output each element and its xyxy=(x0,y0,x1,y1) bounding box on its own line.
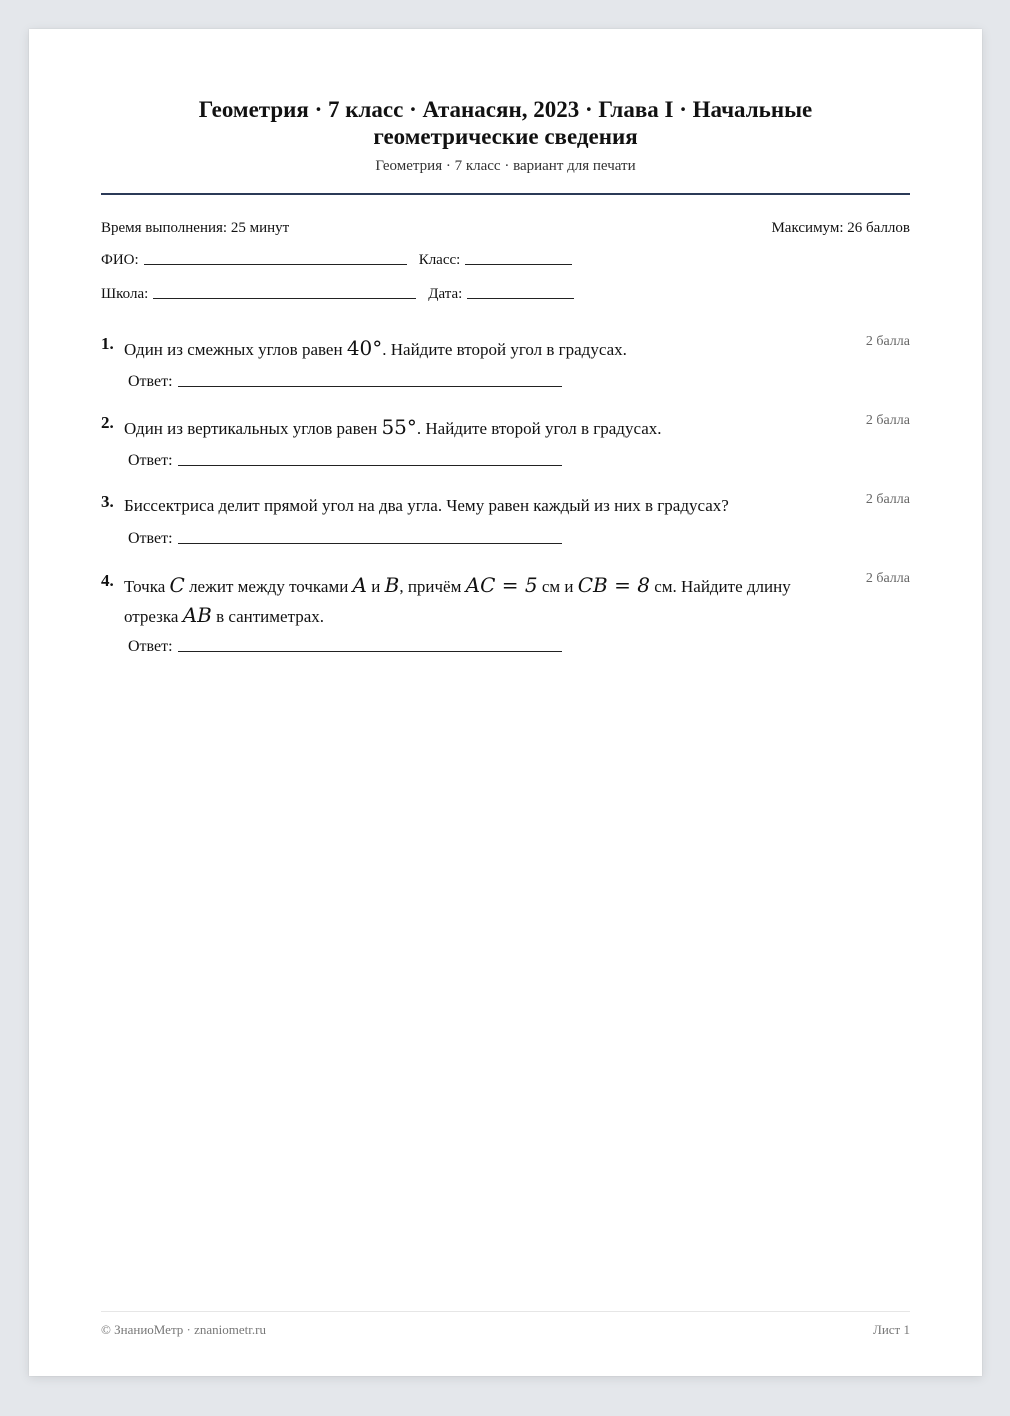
meta-row xyxy=(101,220,910,237)
answer-field[interactable] xyxy=(178,386,562,387)
task-points: 2 балла xyxy=(865,413,910,428)
answer-field[interactable] xyxy=(178,651,562,652)
math-cb-equation: CB = 8 xyxy=(577,573,650,597)
task-text-part: . Найдите второй угол в градусах. xyxy=(382,340,627,359)
answer-row-3 xyxy=(128,530,562,548)
answer-field[interactable] xyxy=(178,465,562,466)
math-ac-equation: AC = 5 xyxy=(465,573,538,597)
task-text-part: . Найдите второй угол в градусах. xyxy=(416,419,662,438)
worksheet-page xyxy=(29,29,982,1376)
date-field[interactable] xyxy=(467,297,574,299)
name-field[interactable] xyxy=(144,263,407,265)
task-text-part: и xyxy=(367,577,385,596)
answer-label: Ответ: xyxy=(128,452,173,469)
answer-row-4 xyxy=(128,638,562,656)
task-text xyxy=(124,492,836,520)
answer-field[interactable] xyxy=(178,543,562,544)
math-point-c: C xyxy=(169,573,185,597)
task-number: 1. xyxy=(101,334,114,353)
answer-label: Ответ: xyxy=(128,638,173,655)
task-number: 4. xyxy=(101,571,114,590)
class-field[interactable] xyxy=(465,263,572,265)
answer-label: Ответ: xyxy=(128,530,173,547)
title-divider xyxy=(101,193,910,195)
footer-divider xyxy=(101,1311,910,1312)
school-label: Школа: xyxy=(101,286,149,302)
school-date-row xyxy=(101,286,574,303)
school-field[interactable] xyxy=(153,297,416,299)
task-text xyxy=(124,413,836,443)
task-text-part: Один из вертикальных углов равен xyxy=(124,419,382,438)
task-points: 2 балла xyxy=(865,492,910,507)
max-score: Максимум: 26 баллов xyxy=(771,220,910,236)
task-text-part: Точка xyxy=(124,577,170,596)
page-subtitle: Геометрия · 7 класс · вариант для печати xyxy=(375,158,636,174)
task-points: 2 балла xyxy=(865,571,910,586)
date-label: Дата: xyxy=(428,286,463,302)
task-points: 2 балла xyxy=(865,334,910,349)
task-number: 3. xyxy=(101,492,114,511)
task-text xyxy=(124,571,836,631)
task-text-part: см. Найдите длину отрезка xyxy=(124,577,791,626)
footer xyxy=(101,1322,910,1338)
footer-copyright: © ЗнаниоМетр · znaniometr.ru xyxy=(101,1322,266,1337)
math-point-a: A xyxy=(352,573,367,597)
time-limit: Время выполнения: 25 минут xyxy=(101,220,290,236)
task-text-part: , причём xyxy=(399,577,466,596)
math-angle-value: 55° xyxy=(381,415,417,439)
task-text-part: см и xyxy=(537,577,578,596)
footer-page-number: Лист 1 xyxy=(873,1322,910,1337)
task-number: 2. xyxy=(101,413,114,432)
page-title: Геометрия · 7 класс · Атанасян, 2023 · Глава I · Начальные геометрические сведения xyxy=(198,97,813,149)
math-segment-ab: AB xyxy=(182,603,212,627)
answer-row-1 xyxy=(128,373,562,391)
name-label: ФИО: xyxy=(101,252,139,268)
task-text-part: в сантиметрах. xyxy=(211,607,325,626)
task-text-part: лежит между точками xyxy=(184,577,353,596)
math-angle-value: 40° xyxy=(346,336,383,360)
answer-row-2 xyxy=(128,452,562,470)
class-label: Класс: xyxy=(418,252,461,268)
math-point-b: B xyxy=(384,573,400,597)
task-text xyxy=(124,334,836,364)
name-class-row xyxy=(101,252,572,269)
task-text-part: Один из смежных углов равен xyxy=(124,340,347,359)
task-text-part: Биссектриса делит прямой угол на два угла. Чему равен каждый из них в градусах? xyxy=(124,496,729,515)
answer-label: Ответ: xyxy=(128,373,173,390)
